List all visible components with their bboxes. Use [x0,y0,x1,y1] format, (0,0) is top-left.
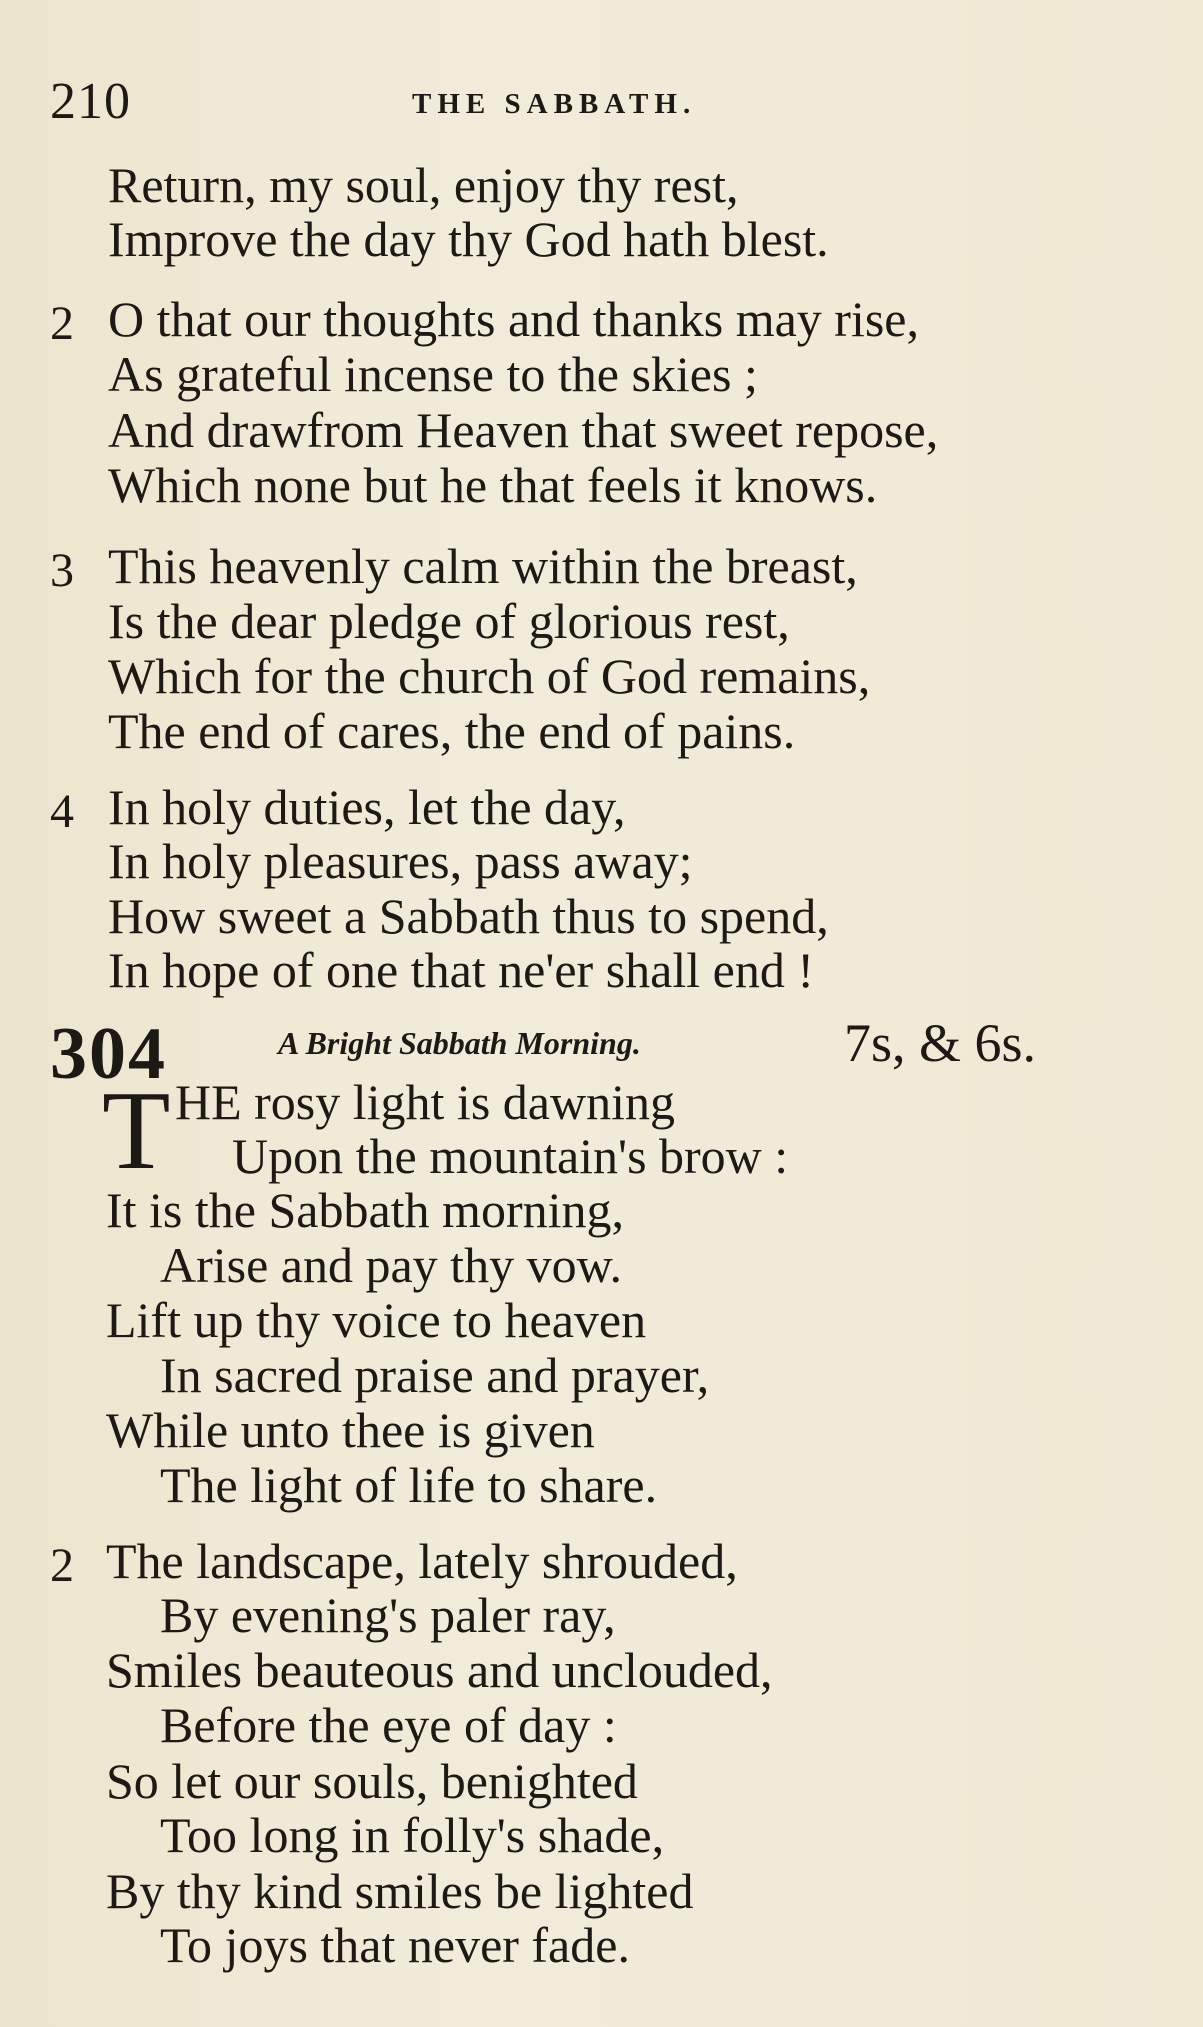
verse-line: This heavenly calm within the breast, [108,538,858,594]
verse-line: By evening's paler ray, [160,1587,616,1643]
verse-line: Is the dear pledge of glorious rest, [108,593,790,649]
verse-line: In hope of one that ne'er shall end ! [108,942,814,998]
verse-line: Upon the mountain's brow : [232,1128,789,1184]
verse-line: To joys that never fade. [160,1917,630,1973]
verse-line: The light of life to share. [160,1457,658,1513]
verse-line: Which none but he that feels it knows. [108,457,878,513]
verse-line: In holy duties, let the day, [108,779,626,835]
verse-line: By thy kind smiles be lighted [106,1863,694,1919]
verse-line: Arise and pay thy vow. [160,1237,622,1293]
verse-line: As grateful incense to the skies ; [108,346,758,402]
stanza-number: 2 [50,297,74,350]
verse-line: The end of cares, the end of pains. [108,703,796,759]
verse-line: So let our souls, benighted [106,1753,638,1809]
verse-line: How sweet a Sabbath thus to spend, [108,888,829,944]
verse-line: HE rosy light is dawning [175,1074,675,1130]
verse-line: O that our thoughts and thanks may rise, [108,291,919,347]
drop-cap: T [102,1069,171,1193]
verse-line: Before the eye of day : [160,1697,617,1753]
stanza-number: 4 [50,785,74,838]
stanza-number: 3 [50,544,74,597]
verse-line: The landscape, lately shrouded, [106,1533,738,1589]
page-header [50,72,1143,132]
running-head: THE SABBATH. [412,88,697,120]
verse-line: In holy pleasures, pass away; [108,833,693,889]
hymn-number: 304 [50,1013,167,1095]
verse-line: Return, my soul, enjoy thy rest, [108,157,739,213]
verse-line: Which for the church of God remains, [108,648,871,704]
verse-line: It is the Sabbath morning, [106,1182,624,1238]
verse-line: Smiles beauteous and unclouded, [106,1642,773,1698]
stanza-number: 2 [50,1539,74,1592]
verse-line: Improve the day thy God hath blest. [108,211,829,267]
verse-line: Too long in folly's shade, [160,1807,665,1863]
hymn-title: A Bright Sabbath Morning. [278,1025,641,1061]
hymn-meter: 7s, & 6s. [844,1013,1037,1073]
verse-line: Lift up thy voice to heaven [106,1292,647,1348]
verse-line: And drawfrom Heaven that sweet repose, [108,402,939,458]
verse-line: In sacred praise and prayer, [160,1347,710,1403]
verse-line: While unto thee is given [106,1402,595,1458]
page-number: 210 [50,73,131,130]
